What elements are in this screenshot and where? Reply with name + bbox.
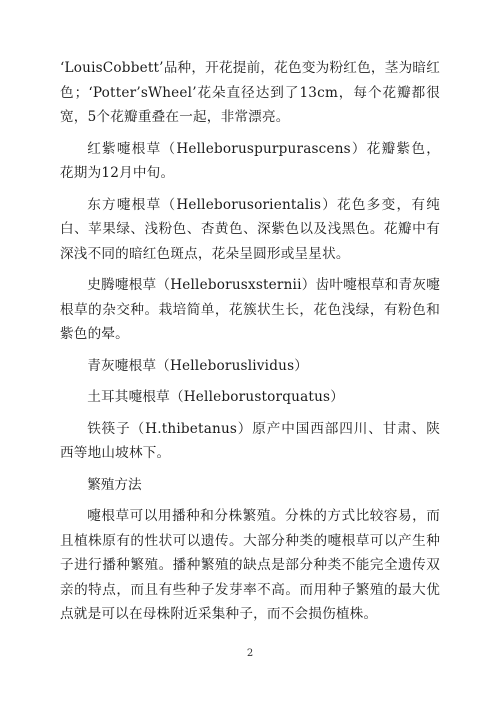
- paragraph-thibetanus: 铁筷子（H.thibetanus）原产中国西部四川、甘肃、陕西等地山坡林下。: [60, 420, 440, 461]
- paragraph-orientalis: 东方嚏根草（Helleborusorientalis）花色多变，有纯白、苹果绿、浅粉色、杏黄色、深紫色以及浅黑色。花瓣中有深浅不同的暗红色斑点，花朵呈圆形或呈星状。: [60, 196, 440, 262]
- paragraph-torquatus: 土耳其嚏根草（Helleborustorquatus）: [87, 389, 344, 405]
- paragraph-propagation: 嚏根草可以用播种和分株繁殖。分株的方式比较容易，而且植株原有的性状可以遗传。大部分种类的嚏根草可以产生种子进行播种繁殖。播种繁殖的缺点是部分种类不能完全遗传双亲的特点，而且有些种子发芽率不高。而用种子繁殖的最大优点就是可以在母株附近采集种子，而不会损伤植株。: [60, 508, 440, 622]
- paragraph-cultivars: ‘LouisCobbett’品种，开花提前，花色变为粉红色，茎为暗红色；‘Potter’sWheel’花朵直径达到了13cm，每个花瓣都很宽，5个花瓣重叠在一起，非常漂亮。: [60, 60, 440, 125]
- paragraph-purpurascens: 红紫嚏根草（Helleboruspurpurascens）花瓣紫色，花期为12月中旬。: [60, 140, 440, 181]
- document-page: [60, 56, 440, 634]
- paragraph-lividus: 青灰嚏根草（Helleboruslividus）: [87, 357, 309, 374]
- paragraph-sternii: 史腾嚏根草（Helleborusxsternii）齿叶嚏根草和青灰嚏根草的杂交种。栽培简单，花簇状生长，花色浅绿，有粉色和紫色的晕。: [60, 277, 440, 342]
- section-heading: 繁殖方法: [87, 476, 142, 493]
- page-number: 2: [246, 648, 254, 659]
